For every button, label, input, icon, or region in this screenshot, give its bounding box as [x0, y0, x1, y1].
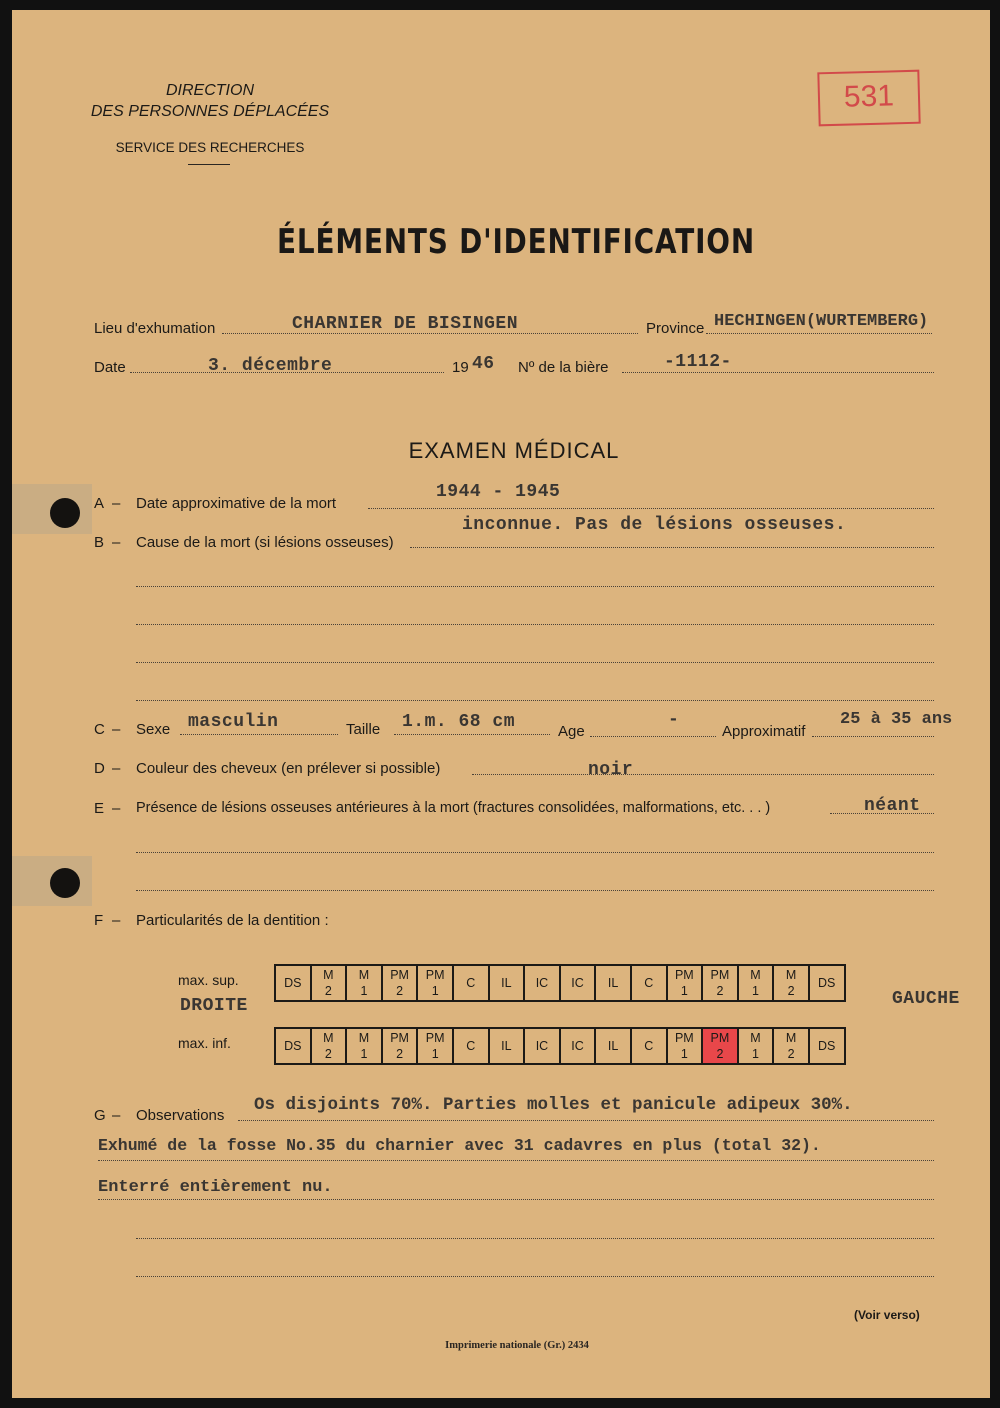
section-d-value: noir	[588, 760, 634, 780]
header-service: SERVICE DES RECHERCHES	[115, 140, 305, 155]
sexe-value: masculin	[188, 712, 279, 732]
section-b-letter: B	[94, 534, 105, 551]
tooth-code: C	[644, 1039, 654, 1053]
upper-tooth-1	[311, 965, 347, 1001]
upper-tooth-6	[489, 965, 525, 1001]
lower-tooth-9	[595, 1028, 631, 1064]
section-e-value: néant	[864, 796, 921, 816]
section-a-letter: A	[94, 495, 105, 512]
section-f-letter: F	[94, 912, 104, 929]
upper-tooth-11	[667, 965, 703, 1001]
age-label: Age	[558, 723, 585, 740]
lower-tooth-15	[809, 1028, 845, 1064]
tooth-code: M	[358, 968, 370, 982]
upper-dentition-chart	[274, 964, 846, 1002]
place-label: Lieu d'exhumation	[94, 320, 216, 337]
age-value: -	[668, 710, 680, 730]
section-c-letter: C	[94, 721, 105, 738]
upper-tooth-5	[453, 965, 489, 1001]
province-label: Province	[646, 320, 705, 337]
section-a-label: Date approximative de la mort	[136, 495, 337, 512]
upper-tooth-10	[631, 965, 667, 1001]
lower-tooth-4	[417, 1028, 453, 1064]
tooth-code: PM	[674, 968, 694, 982]
tooth-code: IC	[535, 1039, 549, 1053]
upper-tooth-0	[275, 965, 311, 1001]
section-g-dash: –	[112, 1107, 121, 1124]
upper-tooth-3	[382, 965, 418, 1001]
lower-dentition-chart	[274, 1027, 846, 1065]
lower-tooth-11	[667, 1028, 703, 1064]
age-line	[590, 736, 716, 737]
province-line	[706, 333, 932, 334]
date-label: Date	[94, 359, 126, 376]
sexe-line	[180, 734, 338, 735]
lower-tooth-0	[275, 1028, 311, 1064]
upper-tooth-8	[560, 965, 596, 1001]
tooth-code: IC	[571, 976, 584, 990]
tooth-number: 2	[396, 1047, 404, 1061]
tooth-code: C	[466, 1039, 476, 1053]
upper-tooth-7	[524, 965, 560, 1001]
upper-tooth-13	[738, 965, 774, 1001]
right-side-label: DROITE	[180, 996, 248, 1016]
section-a-value: 1944 - 1945	[436, 482, 561, 502]
blank-line-b2	[136, 624, 934, 625]
section-d-label: Couleur des cheveux (en prélever si possible)	[136, 760, 441, 777]
tooth-code: PM	[390, 968, 409, 982]
tooth-number: 2	[716, 1047, 724, 1061]
tooth-code: PM	[674, 1031, 694, 1045]
tooth-code: M	[785, 968, 797, 982]
section-f-dash: –	[112, 912, 121, 929]
lower-tooth-3	[382, 1028, 418, 1064]
section-d-line	[472, 774, 934, 775]
blank-line-e1	[136, 852, 934, 853]
printer-note: Imprimerie nationale (Gr.) 2434	[445, 1340, 589, 1351]
section-g-line2	[98, 1160, 934, 1161]
tooth-code: IC	[571, 1039, 584, 1053]
tooth-number: 1	[360, 1047, 368, 1061]
tooth-code: M	[750, 968, 761, 982]
approx-label: Approximatif	[722, 723, 806, 740]
upper-tooth-2	[346, 965, 382, 1001]
page-title: ÉLÉMENTS D'IDENTIFICATION	[277, 222, 755, 262]
tooth-number: 1	[680, 984, 688, 998]
lower-tooth-1	[311, 1028, 347, 1064]
place-value: CHARNIER DE BISINGEN	[292, 314, 519, 334]
tooth-code: IL	[607, 1039, 619, 1053]
section-b-line	[410, 547, 934, 548]
header-line1: DIRECTION	[166, 82, 254, 99]
upper-tooth-14	[773, 965, 809, 1001]
upper-tooth-4	[417, 965, 453, 1001]
tooth-code: M	[323, 1031, 334, 1045]
section-g-label: Observations	[136, 1107, 225, 1124]
tooth-code: DS	[818, 976, 836, 990]
tooth-number: 1	[360, 984, 368, 998]
tooth-code: IC	[535, 976, 549, 990]
observation-line1: Os disjoints 70%. Parties molles et panicule adipeux 30%.	[254, 1095, 853, 1115]
document-sheet	[12, 10, 990, 1398]
coffin-line	[622, 372, 934, 373]
header-line2: DES PERSONNES DÉPLACÉES	[90, 103, 330, 120]
blank-line-e2	[136, 890, 934, 891]
tooth-code: IL	[607, 976, 619, 990]
verso-note: (Voir verso)	[854, 1308, 920, 1322]
lower-jaw-label: max. inf.	[178, 1035, 231, 1051]
lower-tooth-12	[702, 1028, 738, 1064]
section-e-letter: E	[94, 800, 105, 817]
lower-tooth-2	[346, 1028, 382, 1064]
tooth-code: C	[644, 976, 654, 990]
section-b-dash: –	[112, 534, 121, 551]
blank-line-b4	[136, 700, 934, 701]
tooth-number: 1	[680, 1047, 688, 1061]
tooth-code: M	[750, 1031, 761, 1045]
lower-tooth-8	[560, 1028, 596, 1064]
punch-hole-bottom	[50, 868, 80, 898]
section-d-letter: D	[94, 760, 105, 777]
tooth-code: PM	[710, 1031, 730, 1045]
approx-line	[812, 736, 934, 737]
section-g-letter: G	[94, 1107, 106, 1124]
section-c-dash: –	[112, 721, 121, 738]
section-a-dash: –	[112, 495, 121, 512]
taille-line	[394, 734, 550, 735]
lower-tooth-14	[773, 1028, 809, 1064]
tooth-code: M	[323, 968, 334, 982]
coffin-value: -1112-	[664, 352, 732, 372]
upper-tooth-9	[595, 965, 631, 1001]
section-d-dash: –	[112, 760, 121, 777]
stamp-number: 531	[817, 70, 920, 127]
tooth-code: M	[785, 1031, 797, 1045]
section-e-dash: –	[112, 800, 121, 817]
blank-line-g2	[136, 1276, 934, 1277]
lower-tooth-7	[524, 1028, 560, 1064]
year-value: 46	[472, 354, 495, 374]
tooth-number: 1	[752, 984, 759, 998]
tooth-number: 1	[431, 1047, 439, 1061]
tooth-code: PM	[425, 968, 445, 982]
year-prefix: 19	[452, 359, 469, 376]
taille-label: Taille	[346, 721, 381, 738]
coffin-label: Nº de la bière	[518, 359, 609, 376]
upper-tooth-15	[809, 965, 845, 1001]
upper-jaw-label: max. sup.	[178, 972, 239, 988]
taille-value: 1.m. 68 cm	[402, 712, 516, 732]
observation-line3: Enterré entièrement nu.	[98, 1178, 333, 1197]
tooth-code: PM	[710, 968, 730, 982]
tooth-code: M	[358, 1031, 370, 1045]
blank-line-b1	[136, 586, 934, 587]
section-b-label: Cause de la mort (si lésions osseuses)	[136, 534, 394, 551]
date-value: 3. décembre	[208, 356, 333, 376]
upper-tooth-12	[702, 965, 738, 1001]
tooth-code: DS	[284, 976, 302, 990]
blank-line-g1	[136, 1238, 934, 1239]
header-direction	[80, 80, 340, 122]
tooth-number: 1	[752, 1047, 759, 1061]
section-e-label: Présence de lésions osseuses antérieures à la mort (fractures consolidées, malformations, etc. . . )	[136, 800, 771, 816]
section-a-line	[368, 508, 934, 509]
tooth-code: C	[466, 976, 476, 990]
exam-title: EXAMEN MÉDICAL	[408, 438, 620, 463]
punch-hole-top	[50, 498, 80, 528]
lower-tooth-6	[489, 1028, 525, 1064]
tooth-code: PM	[425, 1031, 445, 1045]
tooth-number: 2	[396, 984, 404, 998]
tooth-code: DS	[284, 1039, 302, 1053]
section-g-line1	[238, 1120, 934, 1121]
province-value: HECHINGEN(WURTEMBERG)	[714, 312, 929, 331]
tooth-number: 2	[324, 1047, 332, 1061]
tooth-code: IL	[501, 976, 512, 990]
tooth-code: PM	[390, 1031, 409, 1045]
tooth-number: 1	[431, 984, 439, 998]
blank-line-b3	[136, 662, 934, 663]
lower-tooth-13	[738, 1028, 774, 1064]
tooth-number: 2	[787, 984, 795, 998]
section-g-line3	[98, 1199, 934, 1200]
left-side-label: GAUCHE	[892, 989, 960, 1009]
tooth-number: 2	[324, 984, 332, 998]
observation-line2: Exhumé de la fosse No.35 du charnier avec 31 cadavres en plus (total 32).	[98, 1136, 821, 1155]
sexe-label: Sexe	[136, 721, 171, 738]
lower-tooth-5	[453, 1028, 489, 1064]
tooth-code: IL	[501, 1039, 512, 1053]
section-b-value: inconnue. Pas de lésions osseuses.	[462, 515, 847, 535]
lower-tooth-10	[631, 1028, 667, 1064]
section-f-label: Particularités de la dentition :	[136, 912, 329, 929]
tooth-code: DS	[818, 1039, 836, 1053]
tooth-number: 2	[716, 984, 724, 998]
tooth-number: 2	[787, 1047, 795, 1061]
approx-value: 25 à 35 ans	[840, 710, 953, 729]
header-rule	[188, 164, 230, 165]
